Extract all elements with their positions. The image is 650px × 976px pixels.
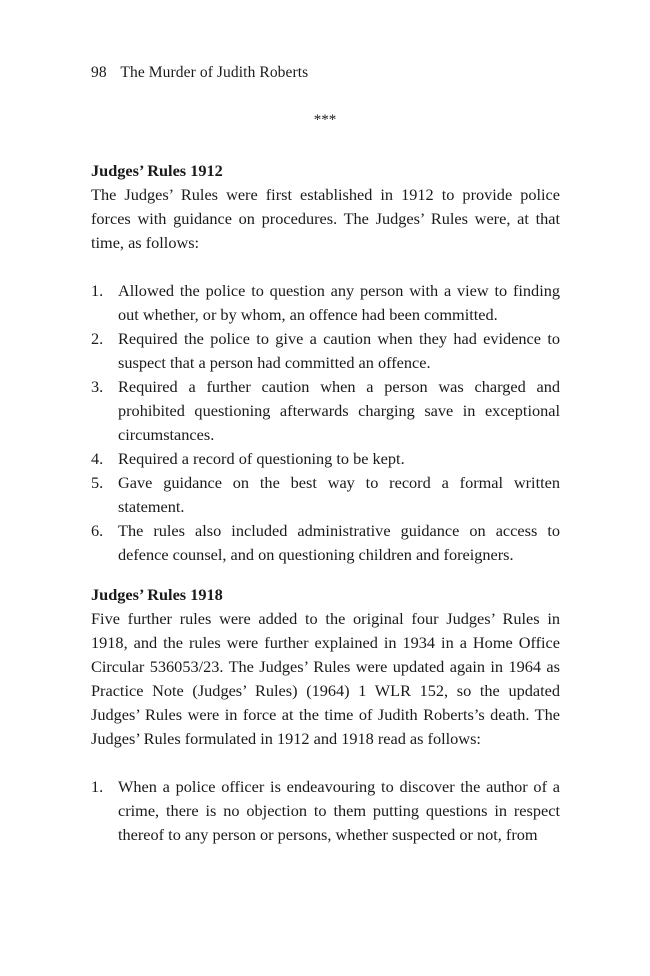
section-1912: [91, 159, 560, 567]
section-heading: Judges’ Rules 1912: [91, 161, 223, 180]
rules-list-1912: [91, 279, 560, 567]
list-item: 3. Required a further caution when a person was charged and prohibited questioning afterwards charging save in exceptional circumstances.: [91, 377, 560, 444]
rules-list-1918: [91, 775, 560, 847]
list-item: 5. Gave guidance on the best way to record a formal written statement.: [91, 473, 560, 516]
section-1918: [91, 583, 560, 847]
running-head: [91, 64, 308, 82]
book-title: The Murder of Judith Roberts: [120, 64, 309, 81]
list-item: 1. When a police officer is endeavouring to discover the author of a crime, there is no objection to them putting questions in respect thereof to any person or persons, whether suspected or not, from: [91, 777, 560, 844]
section-intro: The Judges’ Rules were first established in 1912 to provide police forces with guidance on procedures. The Judges’ Rules were, at that time, as follows:: [91, 185, 560, 252]
page-number: 98: [91, 64, 107, 81]
section-intro: Five further rules were added to the original four Judges’ Rules in 1918, and the rules were further explained in 1934 in a Home Office Circular 536053/23. The Judges’ Rules were updated again in 1964 as Practice Note (Judges’ Rules) (1964) 1 WLR 152, so the updated Judges’ Rules were in force at the time of Judith Roberts’s death. The Judges’ Rules formulated in 1912 and 1918 read as follows:: [91, 609, 560, 748]
section-separator: ***: [313, 112, 337, 128]
list-item: 1. Allowed the police to question any person with a view to finding out whether, or by whom, an offence had been committed.: [91, 281, 560, 324]
list-item: 4. Required a record of questioning to be kept.: [91, 449, 405, 468]
section-heading: Judges’ Rules 1918: [91, 585, 223, 604]
list-item: 6. The rules also included administrative guidance on access to defence counsel, and on questioning children and foreigners.: [91, 521, 560, 564]
list-item: 2. Required the police to give a caution when they had evidence to suspect that a person had committed an offence.: [91, 329, 560, 372]
